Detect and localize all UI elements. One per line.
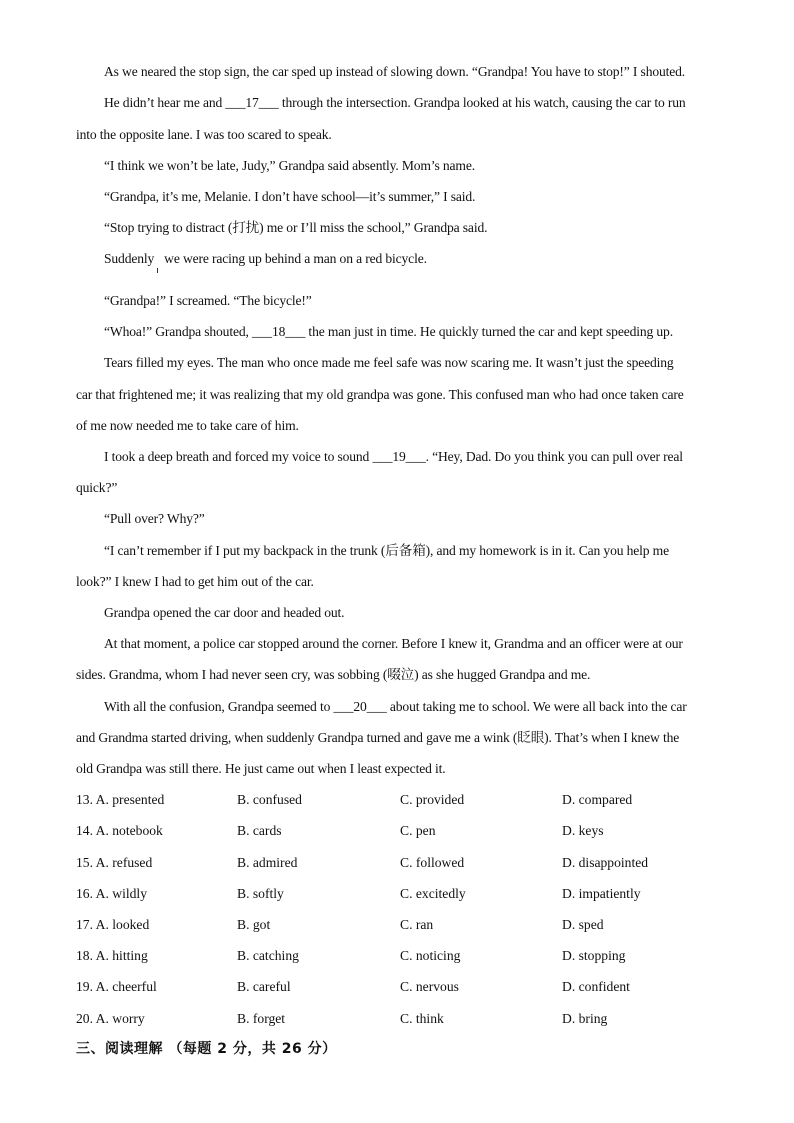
option-d: D. stopping bbox=[562, 948, 626, 963]
paragraph-13: Grandpa opened the car door and headed out. bbox=[104, 605, 345, 620]
option-c: C. noticing bbox=[400, 948, 461, 963]
option-row bbox=[76, 791, 736, 809]
blank-18: ___18___ bbox=[252, 324, 306, 339]
option-row bbox=[76, 916, 736, 934]
option-b: B. got bbox=[237, 917, 271, 932]
option-a: 19. A. cheerful bbox=[76, 979, 157, 994]
option-row bbox=[76, 885, 736, 903]
option-row bbox=[76, 854, 736, 872]
paragraph-15-line-1 bbox=[104, 698, 718, 716]
text: “Whoa!” Grandpa shouted, bbox=[104, 324, 252, 339]
paragraph-11: “Pull over? Why?” bbox=[104, 511, 205, 526]
paragraph-1: As we neared the stop sign, the car sped up instead of slowing down. “Grandpa! You have to stop!” I shouted. bbox=[104, 64, 686, 79]
option-row bbox=[76, 822, 736, 840]
paragraph-14-line-2: sides. Grandma, whom I had never seen cry, was sobbing (啜泣) as she hugged Grandpa and me. bbox=[76, 667, 591, 682]
option-row bbox=[76, 978, 736, 996]
option-a: 14. A. notebook bbox=[76, 823, 163, 838]
text: With all the confusion, Grandpa seemed to bbox=[104, 699, 334, 714]
paragraph-3: “I think we won’t be late, Judy,” Grandpa said absently. Mom’s name. bbox=[104, 158, 475, 173]
text: through the intersection. Grandpa looked at his watch, causing the car to run bbox=[278, 95, 686, 110]
paragraph-15-line-2: and Grandma started driving, when suddenly Grandpa turned and gave me a wink (眨眼). That’s when I knew the bbox=[76, 730, 680, 745]
option-c: C. provided bbox=[400, 792, 465, 807]
paragraph-7: “Grandpa!” I screamed. “The bicycle!” bbox=[104, 293, 312, 308]
paragraph-14-line-1: At that moment, a police car stopped around the corner. Before I knew it, Grandma and an officer were at our bbox=[104, 636, 683, 651]
option-row bbox=[76, 1010, 736, 1028]
option-c: C. think bbox=[400, 1011, 444, 1026]
option-a: 20. A. worry bbox=[76, 1011, 145, 1026]
paragraph-9-line-1: Tears filled my eyes. The man who once made me feel safe was now scaring me. It wasn’t just the speeding bbox=[104, 355, 674, 370]
blank-19: ___19___ bbox=[372, 449, 426, 464]
paragraph-10-line-2: quick?” bbox=[76, 480, 118, 495]
paragraph-9-line-3: of me now needed me to take care of him. bbox=[76, 418, 299, 433]
option-b: B. softly bbox=[237, 886, 284, 901]
paragraph-4: “Grandpa, it’s me, Melanie. I don’t have school—it’s summer,” I said. bbox=[104, 189, 476, 204]
text: I took a deep breath and forced my voice to sound bbox=[104, 449, 373, 464]
option-row bbox=[76, 947, 736, 965]
option-a: 15. A. refused bbox=[76, 855, 153, 870]
text: He didn’t hear me and bbox=[104, 95, 226, 110]
section-heading: 三、阅读理解 （每题 2 分，共 26 分） bbox=[76, 1041, 337, 1057]
option-a: 17. A. looked bbox=[76, 917, 150, 932]
option-b: B. catching bbox=[237, 948, 299, 963]
option-d: D. impatiently bbox=[562, 886, 641, 901]
blank-20: ___20___ bbox=[333, 699, 387, 714]
paragraph-12-line-1: “I can’t remember if I put my backpack in the trunk (后备箱), and my homework is in it. Can you help me bbox=[104, 543, 669, 558]
option-c: C. pen bbox=[400, 823, 436, 838]
option-d: D. disappointed bbox=[562, 855, 649, 870]
paragraph-2-line-1 bbox=[104, 94, 718, 112]
option-a: 13. A. presented bbox=[76, 792, 165, 807]
paragraph-9-line-2: car that frightened me; it was realizing that my old grandpa was gone. This confused man who had once taken care bbox=[76, 387, 684, 402]
text: the man just in time. He quickly turned the car and kept speeding up. bbox=[305, 324, 673, 339]
option-c: C. followed bbox=[400, 855, 465, 870]
text: we were racing up behind a man on a red bicycle. bbox=[164, 251, 427, 266]
option-b: B. cards bbox=[237, 823, 282, 838]
paragraph-2-line-2: into the opposite lane. I was too scared to speak. bbox=[76, 127, 332, 142]
paragraph-6 bbox=[104, 250, 718, 268]
option-a: 18. A. hitting bbox=[76, 948, 148, 963]
paragraph-10-line-1 bbox=[104, 448, 718, 466]
blank-17: ___17___ bbox=[225, 95, 279, 110]
paragraph-8 bbox=[104, 323, 718, 341]
paragraph-15-line-3: old Grandpa was still there. He just came out when I least expected it. bbox=[76, 761, 446, 776]
option-d: D. bring bbox=[562, 1011, 608, 1026]
text: Suddenly bbox=[104, 251, 155, 266]
option-c: C. excitedly bbox=[400, 886, 466, 901]
text: . “Hey, Dad. Do you think you can pull over real bbox=[425, 449, 683, 464]
option-b: B. admired bbox=[237, 855, 298, 870]
option-d: D. keys bbox=[562, 823, 604, 838]
option-c: C. nervous bbox=[400, 979, 459, 994]
option-b: B. forget bbox=[237, 1011, 286, 1026]
option-d: D. sped bbox=[562, 917, 604, 932]
option-a: 16. A. wildly bbox=[76, 886, 147, 901]
option-d: D. compared bbox=[562, 792, 633, 807]
paragraph-12-line-2: look?” I knew I had to get him out of the car. bbox=[76, 574, 314, 589]
stray-mark bbox=[157, 268, 158, 273]
option-d: D. confident bbox=[562, 979, 630, 994]
paragraph-5: “Stop trying to distract (打扰) me or I’ll miss the school,” Grandpa said. bbox=[104, 220, 488, 235]
option-c: C. ran bbox=[400, 917, 434, 932]
text: about taking me to school. We were all back into the car bbox=[386, 699, 687, 714]
option-b: B. confused bbox=[237, 792, 302, 807]
option-b: B. careful bbox=[237, 979, 291, 994]
